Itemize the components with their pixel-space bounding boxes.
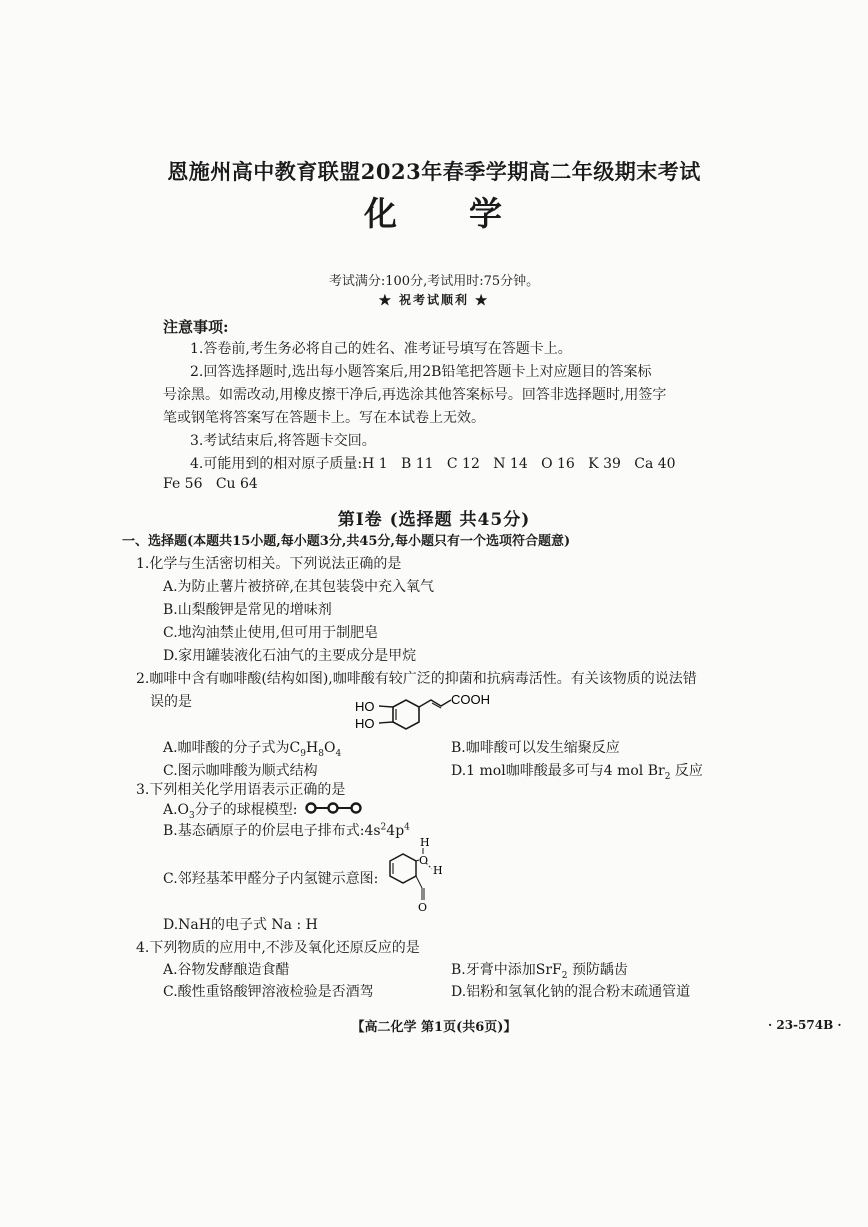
oxygen-atom-1 — [307, 804, 316, 813]
question-2-option-c: C.图示咖啡酸为顺式结构 — [163, 763, 318, 779]
oxygen-atom-3 — [352, 804, 361, 813]
question-3-stem: 3.下列相关化学用语表示正确的是 — [136, 782, 346, 798]
notice-item-1: 1.答卷前,考生务必将自己的姓名、准考证号填写在答题卡上。 — [190, 341, 572, 357]
benzene-ring — [393, 700, 419, 729]
structure-ho-bottom: HO — [355, 716, 375, 731]
question-4-option-c: C.酸性重铬酸钾溶液检验是否酒驾 — [163, 984, 374, 1000]
question-2-stem-line-2: 误的是 — [150, 694, 192, 710]
oxygen-atom-2 — [329, 804, 338, 813]
question-3-option-a: $A.O_3$分子的球棍模型: — [163, 802, 298, 821]
subject-heading — [0, 188, 868, 235]
subject-char-1: 化 — [364, 194, 399, 233]
part-1-title: 第Ⅰ卷 (选择题 共45分) — [337, 510, 531, 530]
question-1-option-b: B.山梨酸钾是常见的增味剂 — [163, 602, 332, 618]
question-4-option-a: A.谷物发酵酿造食醋 — [163, 962, 290, 978]
subject-char-2: 学 — [469, 194, 504, 233]
question-2-stem-line-1: 2.咖啡中含有咖啡酸(结构如图),咖啡酸有较广泛的抑菌和抗病毒活性。有关该物质的说法错 — [136, 671, 697, 687]
paper-code: · 23-574B · — [768, 1018, 842, 1032]
question-4-stem: 4.下列物质的应用中,不涉及氧化还原反应的是 — [136, 940, 420, 956]
question-4-option-d: D.铝粉和氢氧化钠的混合粉末疏通管道 — [451, 984, 691, 1000]
question-4-option-b: B.牙膏中添加SrF$_2$ 预防龋齿 — [451, 962, 628, 981]
structure-ho-top: HO — [355, 699, 375, 714]
question-1-option-d: D.家用罐装液化石油气的主要成分是甲烷 — [163, 648, 417, 664]
aldehyde-o: O — [418, 901, 428, 914]
notice-label: 注意事项: — [163, 318, 229, 336]
page-footer: 【高二化学 第1页(共6页)】 — [351, 1020, 517, 1035]
exam-title: 恩施州高中教育联盟2023年春季学期高二年级期末考试 — [167, 159, 701, 184]
aldehyde-h: H — [433, 864, 443, 877]
good-luck-line: ★ 祝考试顺利 ★ — [378, 293, 490, 307]
structure-cooh: COOH — [451, 692, 490, 707]
notice-item-3: 3.考试结束后,将答题卡交回。 — [190, 433, 376, 449]
ho-bond-bottom — [379, 722, 393, 723]
question-2-option-d: D.1 mol咖啡酸最多可与4 mol $Br_2$ 反应 — [451, 763, 703, 782]
notice-item-4b: Fe 56 Cu 64 — [163, 476, 258, 492]
question-3-option-c: C.邻羟基苯甲醛分子内氢键示意图: — [163, 871, 379, 887]
hydrogen-bond-diagram — [380, 836, 460, 916]
notice-item-4a: 4.可能用到的相对原子质量:H 1 B 11 C 12 N 14 O 16 K 39 Ca 40 — [190, 456, 676, 472]
notice-item-2a: 2.回答选择题时,选出每小题答案后,用2B铅笔把答题卡上对应题目的答案标 — [190, 364, 652, 380]
question-3-option-b: B.基态硒原子的价层电子排布式$:4s^24p^4$ — [163, 822, 410, 839]
notice-item-2c: 笔或钢笔将答案写在答题卡上。写在本试卷上无效。 — [163, 410, 485, 426]
question-3-option-d: D.NaH的电子式 Na : H — [163, 917, 318, 933]
notice-item-2b: 号涂黑。如需改动,用橡皮擦干净后,再选涂其他答案标号。回答非选择题时,用签字 — [163, 387, 667, 403]
question-2-option-b: B.咖啡酸可以发生缩聚反应 — [451, 740, 620, 756]
ho-bond-top — [379, 706, 393, 707]
vinyl-chain — [419, 700, 451, 707]
question-2-option-a: A.咖啡酸的分子式为$C_9H_8O_4$ — [163, 740, 342, 759]
question-1-option-c: C.地沟油禁止使用,但可用于制肥皂 — [163, 625, 379, 641]
hydroxyl-h: H — [420, 836, 430, 849]
question-1-option-a: A.为防止薯片被挤碎,在其包装袋中充入氧气 — [163, 579, 435, 595]
section-1-heading: 一、选择题(本题共15小题,每小题3分,共45分,每小题只有一个选项符合题意) — [122, 534, 571, 549]
benzene-ring — [390, 854, 416, 883]
question-1-stem: 1.化学与生活密切相关。下列说法正确的是 — [136, 556, 402, 572]
ozone-ball-stick-model — [306, 801, 366, 815]
hydroxyl-o: O — [419, 854, 429, 867]
exam-meta: 考试满分:100分,考试用时:75分钟。 — [328, 274, 540, 289]
